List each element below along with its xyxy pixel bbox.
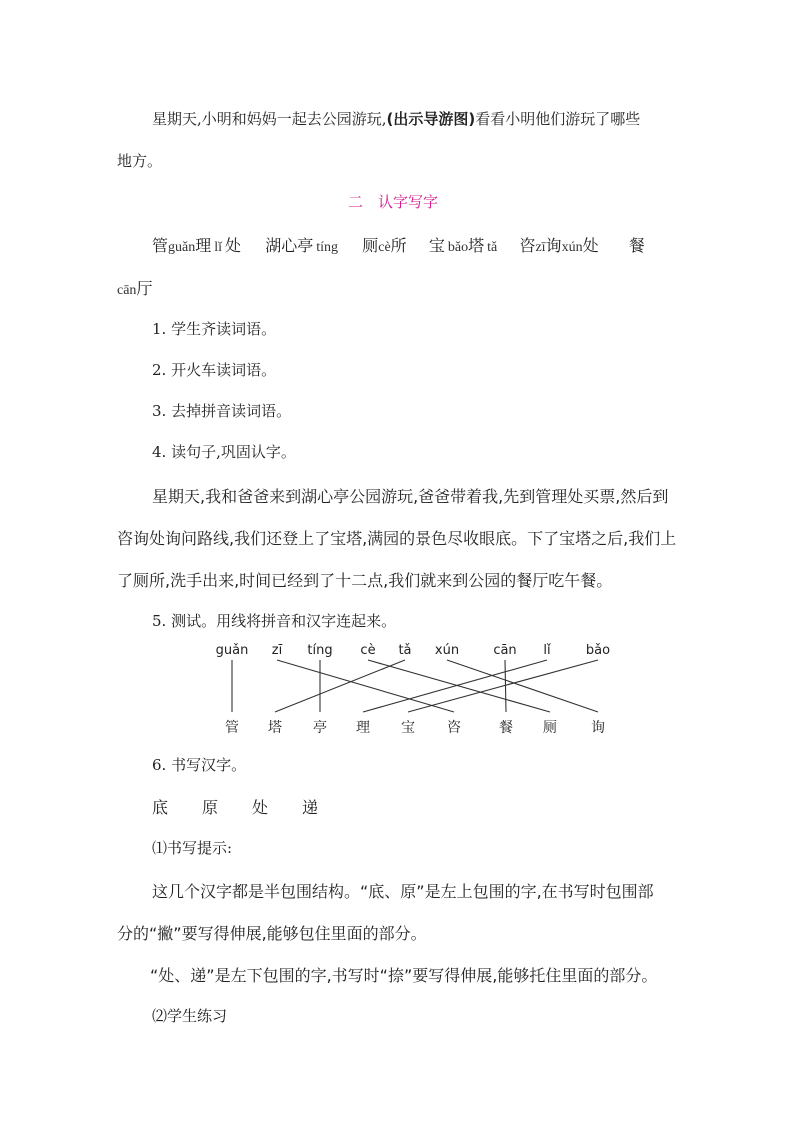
match-pinyin-1: zī xyxy=(271,643,283,658)
word-pinyin: lǐ xyxy=(214,240,223,255)
section-heading: 二 认字写字 xyxy=(348,193,439,211)
word-char: 管 xyxy=(152,236,169,255)
step-5: 5. 测试。用线将拼音和汉字连起来。 xyxy=(152,612,397,630)
write-char: 原 xyxy=(202,798,219,817)
word-char: 理 xyxy=(195,236,212,255)
word-char: 处 xyxy=(225,236,242,255)
match-pinyin-6: cān xyxy=(493,643,517,658)
intro-hint: (出示导游图) xyxy=(386,110,476,128)
word-char: 湖心亭 xyxy=(265,236,314,255)
word-char: 处 xyxy=(582,236,599,255)
word-pinyin: tǎ xyxy=(487,240,498,255)
intro-text-c: 看看小明他们游玩了哪些 xyxy=(475,110,641,128)
word-pinyin: guǎn xyxy=(168,240,196,255)
word-char: 餐 xyxy=(628,236,645,255)
match-pinyin-8: bǎo xyxy=(585,643,611,658)
tips-para-2: “处、递”是左下包围的字,书写时“捺”要写得伸展,能够托住里面的部分。 xyxy=(150,966,658,985)
tips-para-1-line-1: 这几个汉字都是半包围结构。“底、原”是左上包围的字,在书写时包围部 xyxy=(152,882,654,901)
word-char: 询 xyxy=(545,236,562,255)
word-pinyin: cè xyxy=(378,240,391,255)
match-char-1: 塔 xyxy=(268,720,282,736)
match-link-4 xyxy=(275,660,405,712)
step-3: 3. 去掉拼音读词语。 xyxy=(152,402,292,420)
match-link-1 xyxy=(277,660,454,712)
word-list-line-2 xyxy=(117,276,152,299)
match-char-4: 宝 xyxy=(401,720,415,736)
word-list xyxy=(152,233,645,256)
word-char: 宝 xyxy=(428,236,445,255)
intro-text-a: 星期天,小明和妈妈一起去公园游玩, xyxy=(152,110,387,128)
match-pinyin-0: guǎn xyxy=(215,643,249,658)
match-char-3: 理 xyxy=(356,720,370,736)
match-link-6 xyxy=(505,660,506,712)
passage-line-1: 星期天,我和爸爸来到湖心亭公园游玩,爸爸带着我,先到管理处买票,然后到 xyxy=(152,487,669,506)
word-char: 所 xyxy=(390,236,407,255)
tips-label: ⑴书写提示: xyxy=(152,839,233,857)
match-pinyin-3: cè xyxy=(360,643,376,658)
match-char-7: 厕 xyxy=(543,720,557,736)
step-2: 2. 开火车读词语。 xyxy=(152,361,277,379)
match-link-8 xyxy=(408,660,598,712)
match-char-5: 咨 xyxy=(447,720,461,736)
word-char: 厕 xyxy=(362,236,379,255)
write-chars xyxy=(152,795,318,818)
match-char-8: 询 xyxy=(591,720,605,736)
step-1: 1. 学生齐读词语。 xyxy=(152,320,277,338)
practice-label: ⑵学生练习 xyxy=(152,1007,228,1025)
intro-line-1 xyxy=(152,108,640,129)
word-pinyin: zī xyxy=(535,240,546,255)
word-char: 咨 xyxy=(519,236,536,255)
match-char-2: 亭 xyxy=(313,720,327,736)
step-4: 4. 读句子,巩固认字。 xyxy=(152,443,296,461)
word-pinyin: cān xyxy=(117,283,137,298)
word-pinyin: tíng xyxy=(316,240,339,255)
word-char: 塔 xyxy=(468,236,485,255)
passage-line-2: 咨询处询问路线,我们还登上了宝塔,满园的景色尽收眼底。下了宝塔之后,我们上 xyxy=(117,529,677,548)
match-pinyin-4: tǎ xyxy=(398,643,412,658)
write-char: 递 xyxy=(302,798,319,817)
match-pinyin-5: xún xyxy=(434,643,460,658)
tips-para-1-line-2: 分的“撇”要写得伸展,能够包住里面的部分。 xyxy=(117,924,427,943)
match-pinyin-2: tíng xyxy=(307,643,333,658)
matching-exercise xyxy=(200,636,630,746)
match-pinyin-7: lǐ xyxy=(543,643,551,658)
step-6: 6. 书写汉字。 xyxy=(152,756,247,774)
match-char-6: 餐 xyxy=(499,720,513,736)
write-char: 底 xyxy=(152,798,169,817)
match-char-0: 管 xyxy=(225,720,239,736)
word-char: 厅 xyxy=(136,279,153,298)
passage-line-3: 了厕所,洗手出来,时间已经到了十二点,我们就来到公园的餐厅吃午餐。 xyxy=(117,571,613,590)
intro-line-2: 地方。 xyxy=(117,152,163,170)
match-link-7 xyxy=(363,660,547,712)
word-pinyin: xún xyxy=(561,240,583,255)
word-pinyin: bǎo xyxy=(447,240,469,255)
write-char: 处 xyxy=(252,798,269,817)
